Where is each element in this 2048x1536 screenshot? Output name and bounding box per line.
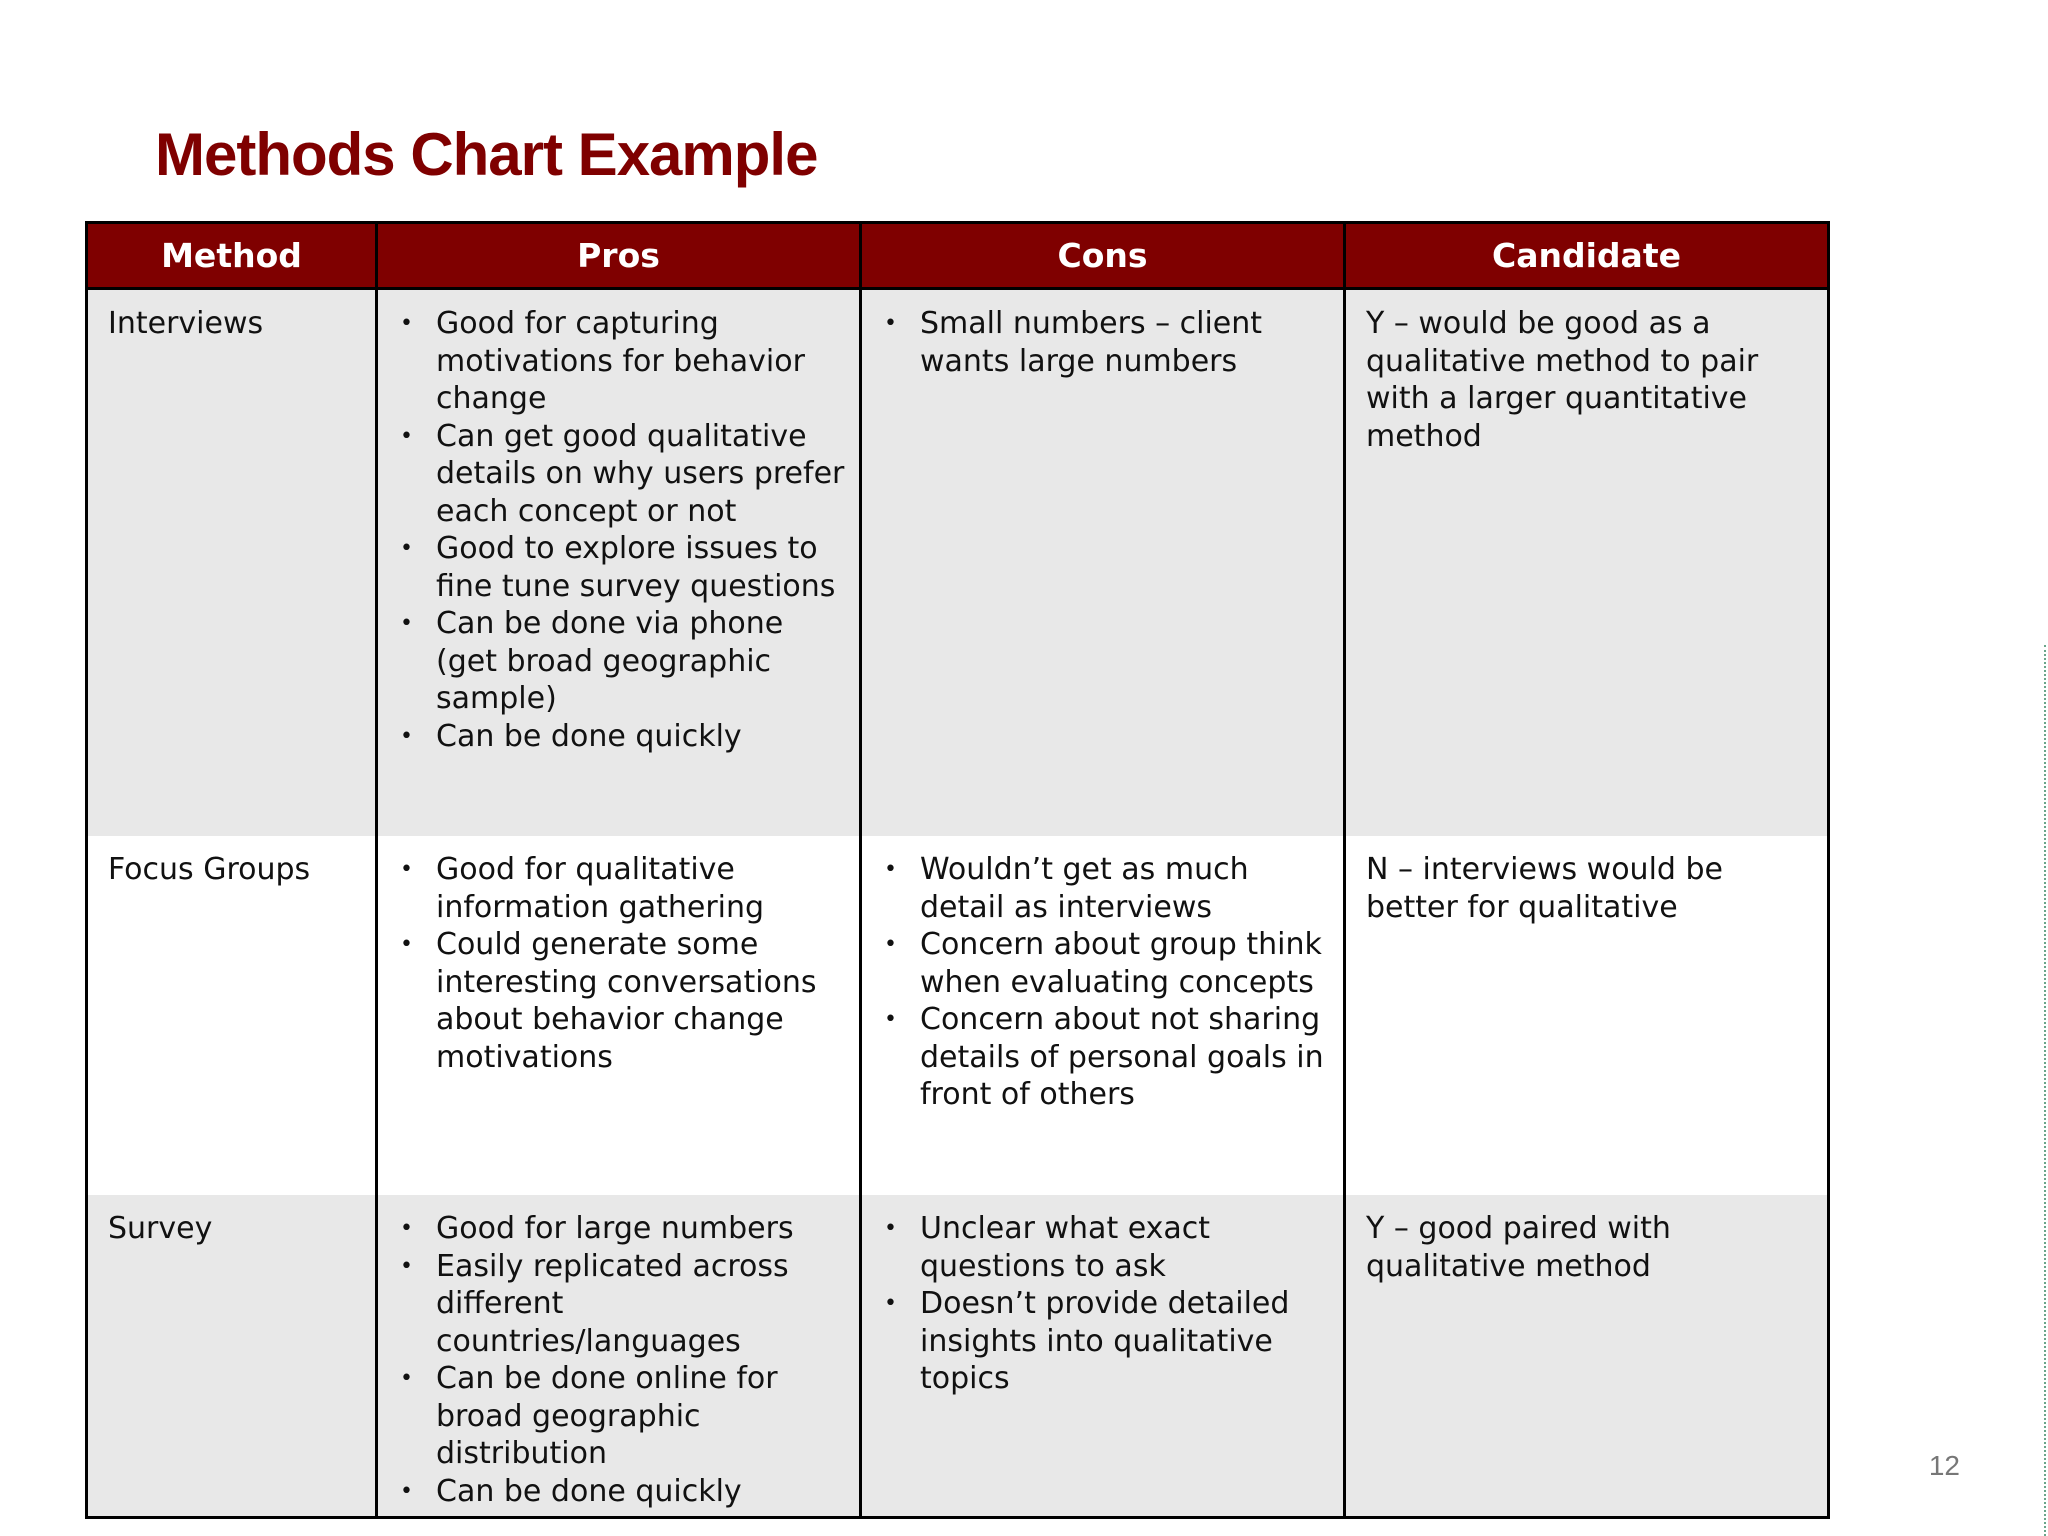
list-item: • Unclear what exact questions to ask <box>882 1210 1333 1285</box>
pros-list <box>398 305 849 755</box>
list-item: • Concern about group think when evaluating concepts <box>882 926 1333 1001</box>
cons-cell <box>861 1195 1345 1518</box>
cons-list <box>882 305 1333 380</box>
list-item: • Small numbers – client wants large numbers <box>882 305 1333 380</box>
cons-list <box>882 851 1333 1114</box>
candidate-cell: Y – would be good as a qualitative method to pair with a larger quantitative method <box>1345 289 1829 837</box>
list-item: • Can be done quickly <box>398 718 849 756</box>
methods-table <box>85 221 1830 1519</box>
table-header-row <box>87 223 1829 289</box>
header-candidate: Candidate <box>1345 223 1829 289</box>
candidate-cell: Y – good paired with qualitative method <box>1345 1195 1829 1518</box>
list-item: • Can get good qualitative details on why users prefer each concept or not <box>398 418 849 531</box>
table-row-focus-groups <box>87 836 1829 1195</box>
pros-cell <box>377 289 861 837</box>
list-item: • Easily replicated across different countries/languages <box>398 1248 849 1361</box>
header-cons: Cons <box>861 223 1345 289</box>
method-cell: Focus Groups <box>87 836 377 1195</box>
pros-cell <box>377 836 861 1195</box>
slide-edge-marker <box>2044 645 2046 1536</box>
page-number: 12 <box>1928 1450 1960 1481</box>
list-item: • Wouldn’t get as much detail as interviews <box>882 851 1333 926</box>
slide-title: Methods Chart Example <box>155 121 818 188</box>
method-cell: Interviews <box>87 289 377 837</box>
list-item: • Doesn’t provide detailed insights into qualitative topics <box>882 1285 1333 1398</box>
table-row-interviews <box>87 289 1829 837</box>
pros-list <box>398 851 849 1076</box>
table-row-survey <box>87 1195 1829 1518</box>
list-item: • Can be done online for broad geographic distribution <box>398 1360 849 1473</box>
header-pros: Pros <box>377 223 861 289</box>
cons-cell <box>861 836 1345 1195</box>
header-method: Method <box>87 223 377 289</box>
list-item: • Can be done via phone (get broad geographic sample) <box>398 605 849 718</box>
method-cell: Survey <box>87 1195 377 1518</box>
cons-list <box>882 1210 1333 1398</box>
list-item: • Good for qualitative information gathering <box>398 851 849 926</box>
candidate-cell: N – interviews would be better for qualitative <box>1345 836 1829 1195</box>
pros-cell <box>377 1195 861 1518</box>
list-item: • Could generate some interesting conversations about behavior change motivations <box>398 926 849 1076</box>
pros-list <box>398 1210 849 1510</box>
list-item: • Concern about not sharing details of personal goals in front of others <box>882 1001 1333 1114</box>
list-item: • Can be done quickly <box>398 1473 849 1511</box>
cons-cell <box>861 289 1345 837</box>
list-item: • Good for large numbers <box>398 1210 849 1248</box>
list-item: • Good for capturing motivations for behavior change <box>398 305 849 418</box>
list-item: • Good to explore issues to fine tune survey questions <box>398 530 849 605</box>
